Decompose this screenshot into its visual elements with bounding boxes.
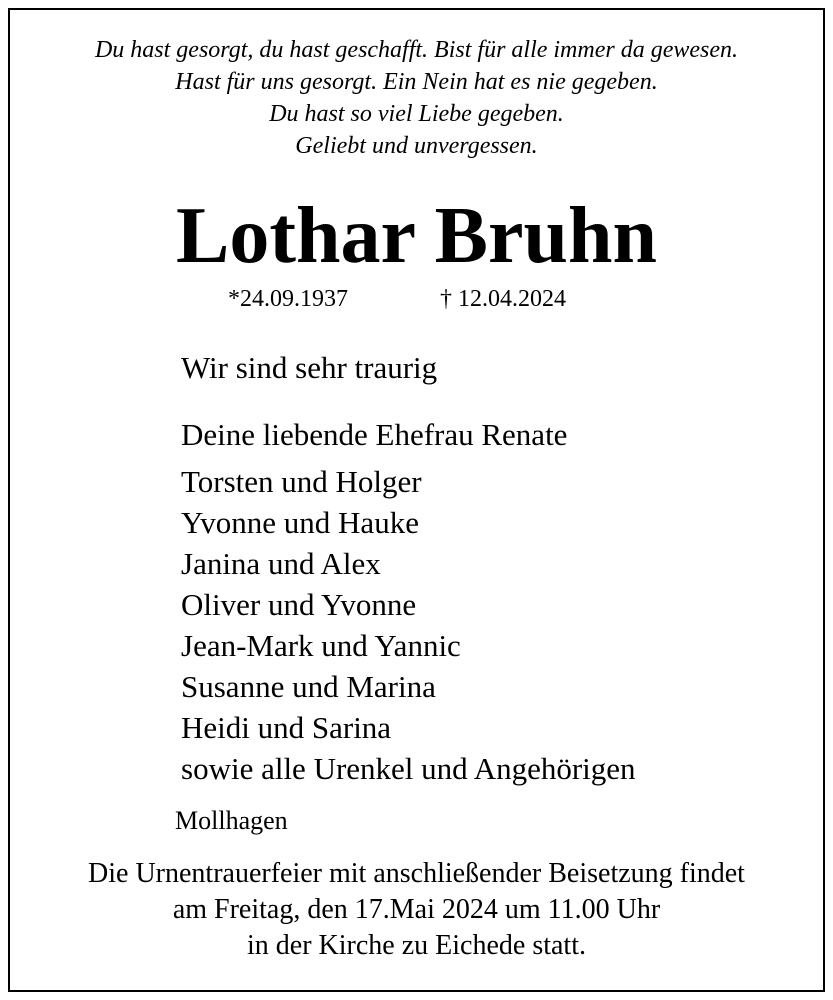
funeral-line: Die Urnentrauerfeier mit anschließender Beisetzung findet [88,858,745,889]
funeral-notice [0,856,833,964]
mourners-list [181,414,636,789]
poem-line: Du hast gesorgt, du hast geschafft. Bist für alle immer da gewesen. [94,37,739,63]
poem-line: Du hast so viel Liebe gegeben. [269,101,564,127]
memorial-poem [0,34,833,162]
death-date: † 12.04.2024 [440,286,566,312]
mourner-entry: Deine liebende Ehefrau Renate [181,417,568,452]
mourner-entry: Jean-Mark und Yannic [181,628,461,663]
mourner-entry: Susanne und Marina [181,669,436,704]
mourner-entry: Janina und Alex [181,546,381,581]
poem-line: Geliebt und unvergessen. [295,133,538,159]
mourner-entry: Yvonne und Hauke [181,505,419,540]
mourner-entry: Torsten und Holger [181,464,422,499]
mourner-entry: Heidi und Sarina [181,710,392,745]
funeral-line: in der Kirche zu Eichede statt. [247,930,586,961]
birth-date: *24.09.1937 [228,286,348,312]
mourner-entry: Oliver und Yvonne [181,587,417,622]
poem-line: Hast für uns gesorgt. Ein Nein hat es nie gegeben. [175,69,658,95]
funeral-line: am Freitag, den 17.Mai 2024 um 11.00 Uhr [172,894,661,925]
mourner-entry: sowie alle Urenkel und Angehörigen [181,751,636,786]
deceased-name: Lothar Bruhn [176,192,657,280]
place-name: Mollhagen [175,806,288,835]
mourning-statement: Wir sind sehr traurig [181,350,438,385]
